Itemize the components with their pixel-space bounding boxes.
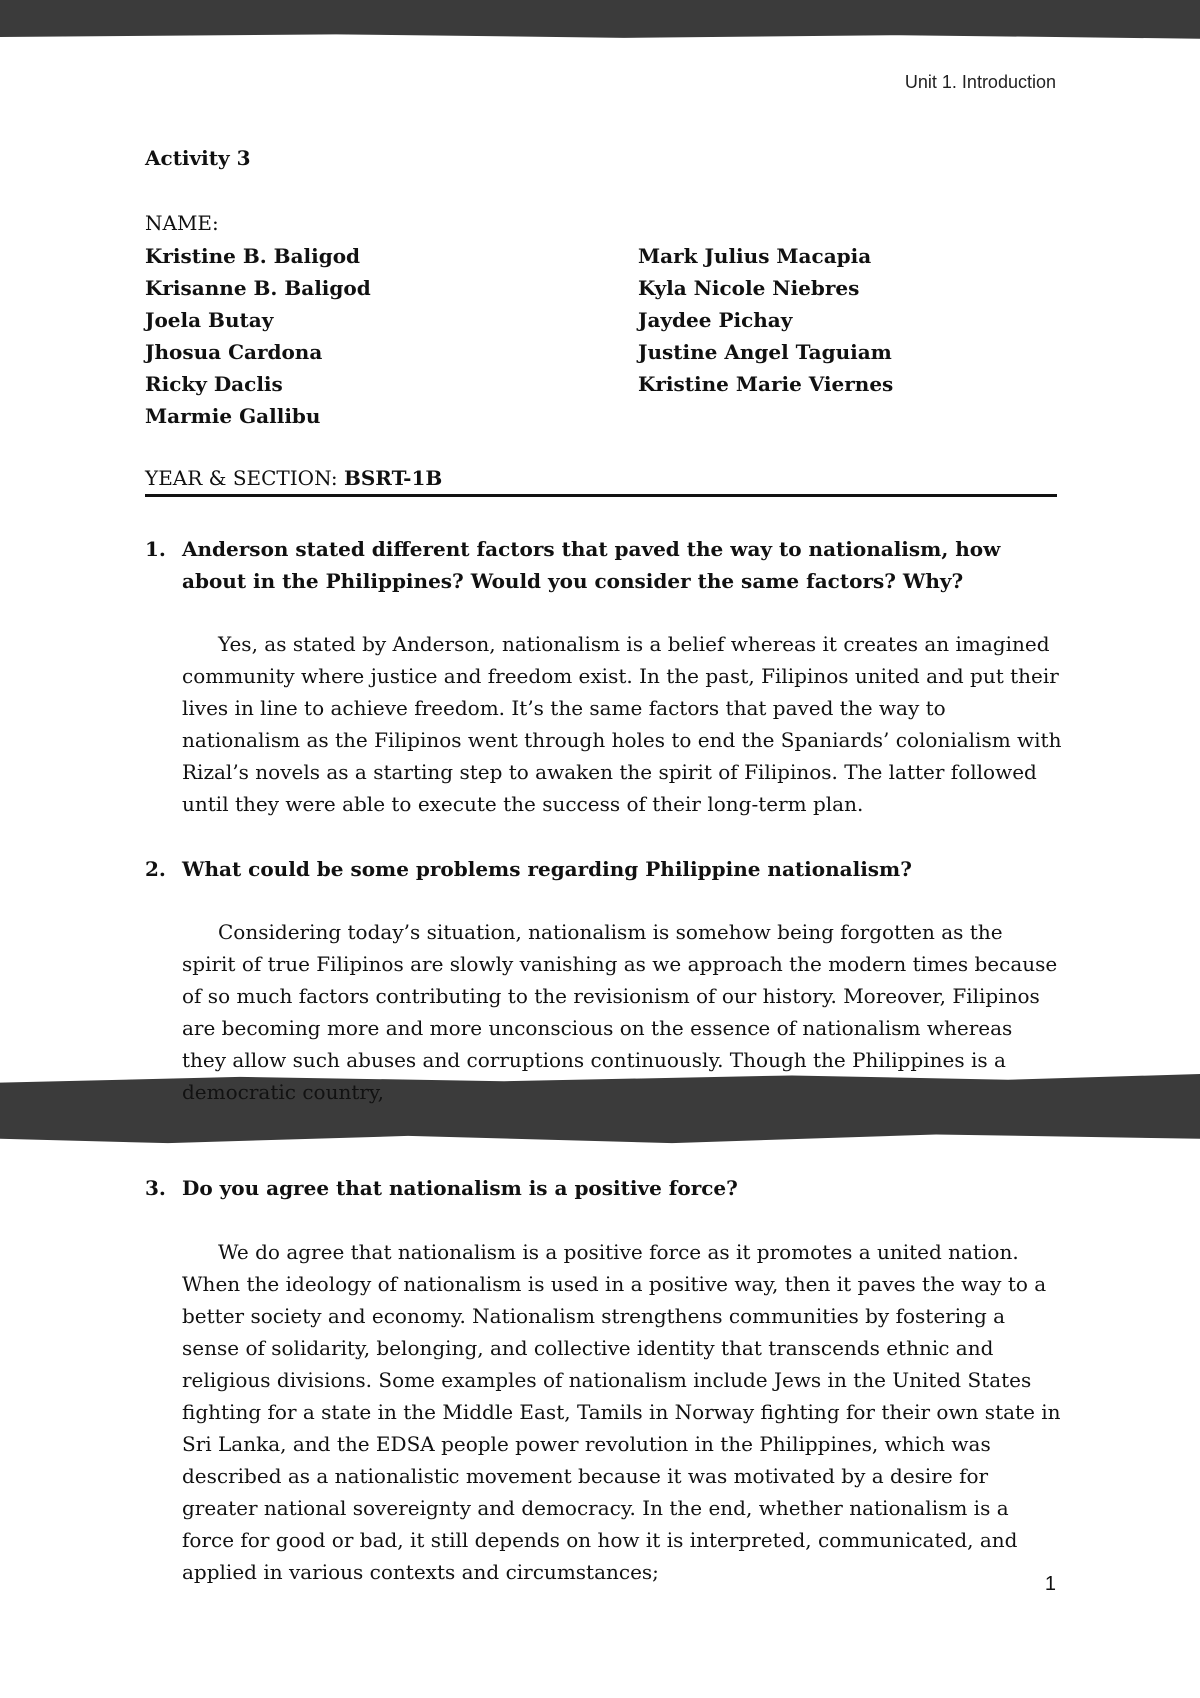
year-section — [145, 466, 442, 490]
question-text: Do you agree that nationalism is a positive force? — [182, 1176, 738, 1200]
question-1 — [145, 533, 1057, 597]
question-number: 2. — [145, 857, 166, 881]
answer-3: We do agree that nationalism is a positive force as it promotes a united nation. When the ideology of nationalism is used in a positive way, then it paves the way to a better society and economy. Nationalism strengthens communities by fostering a sense of solidarity, belonging, and collective identity that transcends ethnic and religious divisions. Some examples of nationalism include Jews in the United States fighting for a state in the Middle East, Tamils in Norway fighting for their own state in Sri Lanka, and the EDSA people power revolution in the Philippines, which was described as a nationalistic movement because it was motivated by a desire for greater national sovereignty and democracy. In the end, whether nationalism is a force for good or bad, it still depends on how it is interpreted, communicated, and applied in various contexts and circumstances; — [182, 1240, 1061, 1584]
member-name: Justine Angel Taguiam — [638, 340, 892, 364]
question-2 — [145, 853, 1057, 885]
names-right-column — [638, 240, 893, 400]
member-name: Kristine Marie Viernes — [638, 372, 894, 396]
activity-title: Activity 3 — [145, 146, 251, 170]
member-name: Joela Butay — [145, 308, 274, 332]
year-section-value: BSRT-1B — [343, 466, 443, 490]
member-name: Jaydee Pichay — [638, 308, 793, 332]
question-text: What could be some problems regarding Philippine nationalism? — [182, 857, 912, 881]
member-name: Ricky Daclis — [145, 372, 283, 396]
unit-header: Unit 1. Introduction — [904, 72, 1056, 92]
page-number: 1 — [1044, 1573, 1056, 1595]
answer-2: Considering today’s situation, nationalism is somehow being forgotten as the spirit of true Filipinos are slowly vanishing as we approach the modern times because of so much factors contributing to the revisionism of our history. Moreover, Filipinos are becoming more and more unconscious on the essence of nationalism whereas they allow such abuses and corruptions continuously. Though the Philippines is a democratic country, — [182, 920, 1058, 1104]
member-name: Kyla Nicole Niebres — [638, 276, 860, 300]
question-number: 3. — [145, 1176, 166, 1200]
header-divider — [145, 494, 1057, 497]
member-name: Kristine B. Baligod — [145, 244, 361, 268]
names-left-column — [145, 240, 371, 432]
year-section-label: YEAR & SECTION: — [145, 466, 344, 490]
member-name: Jhosua Cardona — [145, 340, 323, 364]
member-name: Krisanne B. Baligod — [145, 276, 371, 300]
name-label: NAME: — [145, 211, 219, 235]
question-text: Anderson stated different factors that paved the way to nationalism, how about in the Philippines? Would you consider the same factors? Why? — [182, 537, 1001, 593]
member-name: Mark Julius Macapia — [638, 244, 872, 268]
question-3 — [145, 1172, 1057, 1204]
question-number: 1. — [145, 537, 166, 561]
top-redaction-band — [0, 0, 1200, 44]
member-name: Marmie Gallibu — [145, 404, 321, 428]
answer-1: Yes, as stated by Anderson, nationalism is a belief whereas it creates an imagined community where justice and freedom exist. In the past, Filipinos united and put their lives in line to achieve freedom. It’s the same factors that paved the way to nationalism as the Filipinos went through holes to end the Spaniards’ colonialism with Rizal’s novels as a starting step to awaken the spirit of Filipinos. The latter followed until they were able to execute the success of their long-term plan. — [182, 632, 1062, 816]
